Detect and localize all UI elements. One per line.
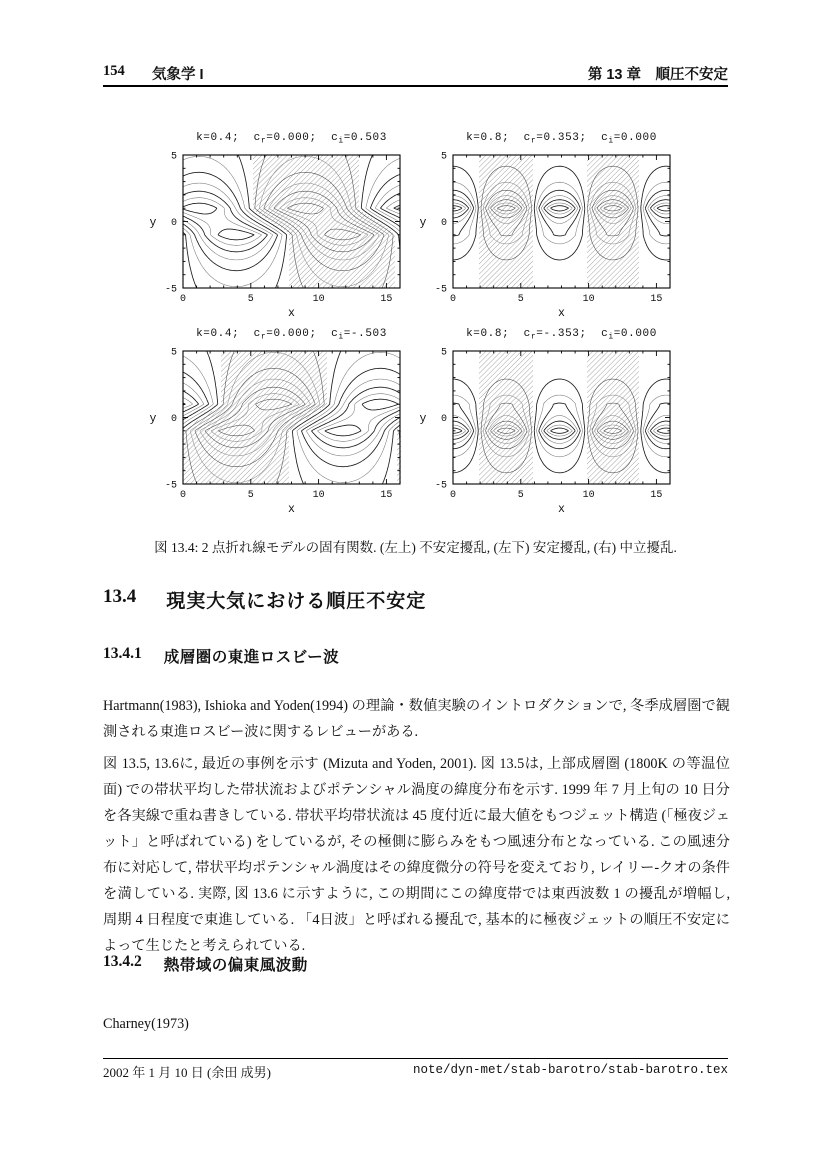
svg-text:-5: -5 — [164, 284, 177, 296]
svg-text:5: 5 — [247, 294, 254, 305]
svg-text:15: 15 — [650, 490, 663, 501]
x-axis-label: x — [558, 503, 565, 516]
contour-plot-upper-left — [140, 124, 410, 320]
svg-text:10: 10 — [312, 490, 325, 501]
svg-text:0: 0 — [449, 294, 457, 305]
plot-title: k=0.8; $c_r=-.353$; $c_i=0.000$ — [466, 328, 657, 342]
section-title: 現実大気における順圧不安定 — [166, 591, 427, 612]
svg-text:0: 0 — [179, 294, 187, 305]
chapter-title: 第 13 章 順圧不安定 — [587, 67, 728, 83]
subsection-1-number: 13.4.1 — [103, 645, 142, 662]
svg-text:5: 5 — [170, 347, 177, 359]
footer-file-path: note/dyn-met/stab-barotro/stab-barotro.tex — [412, 1063, 728, 1077]
svg-text:10: 10 — [312, 294, 325, 305]
paragraph-charney: Charney(1973) — [103, 1016, 189, 1032]
contour-plot-lower-left — [140, 320, 410, 516]
section-number: 13.4 — [103, 586, 137, 607]
plot-title: k=0.4; $c_r=0.000$; $c_i=0.503$ — [196, 132, 387, 146]
paragraph-example: 図 13.5, 13.6に, 最近の事例を示す (Mizuta and Yoden, 2001). 図 13.5は, 上部成層圏 (1800K の等温位面) での帯状平均した帯状流およびポテンシャル渦度の緯度分布を示す. 1999 年 7 月上旬の 10 日分を各実線で重ね書きしている. 帯状平均帯状流は 45 度付近に最大値をもつジェット構造 (「極夜ジェット」と呼ばれている) をしているが, その極側に膨らみをもつ風速分布となっている. この風速分布に対応して, 帯状平均ポテンシャル渦度はその緯度微分の符号を変えており, レイリー-クオの条件を満している. 実際, 図 13.6 に示すように, この期間にこの緯度帯では東西波数 1 の擾乱が増幅し, 周期 4 日程度で東進している. 「4日波」と呼ばれる擾乱で, 基本的に極夜ジェットの順圧不安定によって生じたと考えられている. — [103, 756, 730, 954]
svg-text:5: 5 — [517, 490, 524, 501]
plot-title: k=0.4; $c_r=0.000$; $c_i=-.503$ — [196, 328, 387, 342]
svg-text:5: 5 — [517, 294, 524, 305]
footer-date-author: 2002 年 1 月 10 日 (余田 成男) — [103, 1065, 271, 1080]
svg-text:-5: -5 — [164, 480, 177, 492]
contour-plot-lower-right — [410, 320, 680, 516]
svg-text:15: 15 — [380, 294, 393, 305]
svg-text:0: 0 — [179, 490, 187, 501]
course-title: 気象学 I — [152, 67, 204, 83]
svg-text:10: 10 — [582, 294, 595, 305]
y-axis-label: y — [149, 216, 157, 230]
svg-text:0: 0 — [170, 414, 177, 425]
section-heading — [103, 586, 426, 613]
y-axis-label: y — [419, 412, 427, 426]
negative-region-hatch — [183, 351, 401, 484]
svg-text:0: 0 — [449, 490, 457, 501]
paragraph-review: Hartmann(1983), Ishioka and Yoden(1994) の理論・数値実験のイントロダクションで, 冬季成層圏で観測される東進ロスビー波に関するレビューがある. — [103, 698, 730, 740]
contour-plot-upper-right — [410, 124, 680, 320]
footer-rule — [103, 1058, 728, 1059]
svg-text:15: 15 — [650, 294, 663, 305]
svg-text:0: 0 — [170, 218, 177, 229]
x-axis-label: x — [558, 307, 565, 320]
x-axis-label: x — [288, 503, 295, 516]
svg-text:-5: -5 — [434, 284, 447, 296]
y-axis-label: y — [419, 216, 427, 230]
svg-text:15: 15 — [380, 490, 393, 501]
subsection-2-title: 熱帯域の偏東風波動 — [163, 957, 308, 974]
y-axis-label: y — [149, 412, 157, 426]
negative-region-hatch — [479, 155, 639, 288]
svg-text:0: 0 — [440, 414, 447, 425]
svg-text:5: 5 — [170, 151, 177, 163]
svg-text:5: 5 — [440, 151, 447, 163]
svg-text:10: 10 — [582, 490, 595, 501]
x-axis-label: x — [288, 307, 295, 320]
figure-contour-panels — [140, 124, 680, 516]
subsection-2-number: 13.4.2 — [103, 953, 142, 970]
subsection-1-title: 成層圏の東進ロスビー波 — [163, 649, 340, 666]
page-number: 154 — [103, 63, 125, 79]
figure-caption: 図 13.4: 2 点折れ線モデルの固有関数. (左上) 不安定擾乱, (左下) 安定擾乱, (右) 中立擾乱. — [154, 540, 677, 555]
svg-text:-5: -5 — [434, 480, 447, 492]
svg-text:5: 5 — [247, 490, 254, 501]
subsection-heading-1 — [103, 645, 339, 667]
plot-title: k=0.8; $c_r=0.353$; $c_i=0.000$ — [466, 132, 657, 146]
svg-text:5: 5 — [440, 347, 447, 359]
header-rule — [103, 85, 728, 87]
svg-text:0: 0 — [440, 218, 447, 229]
subsection-heading-2 — [103, 953, 308, 975]
negative-region-hatch — [479, 351, 639, 484]
